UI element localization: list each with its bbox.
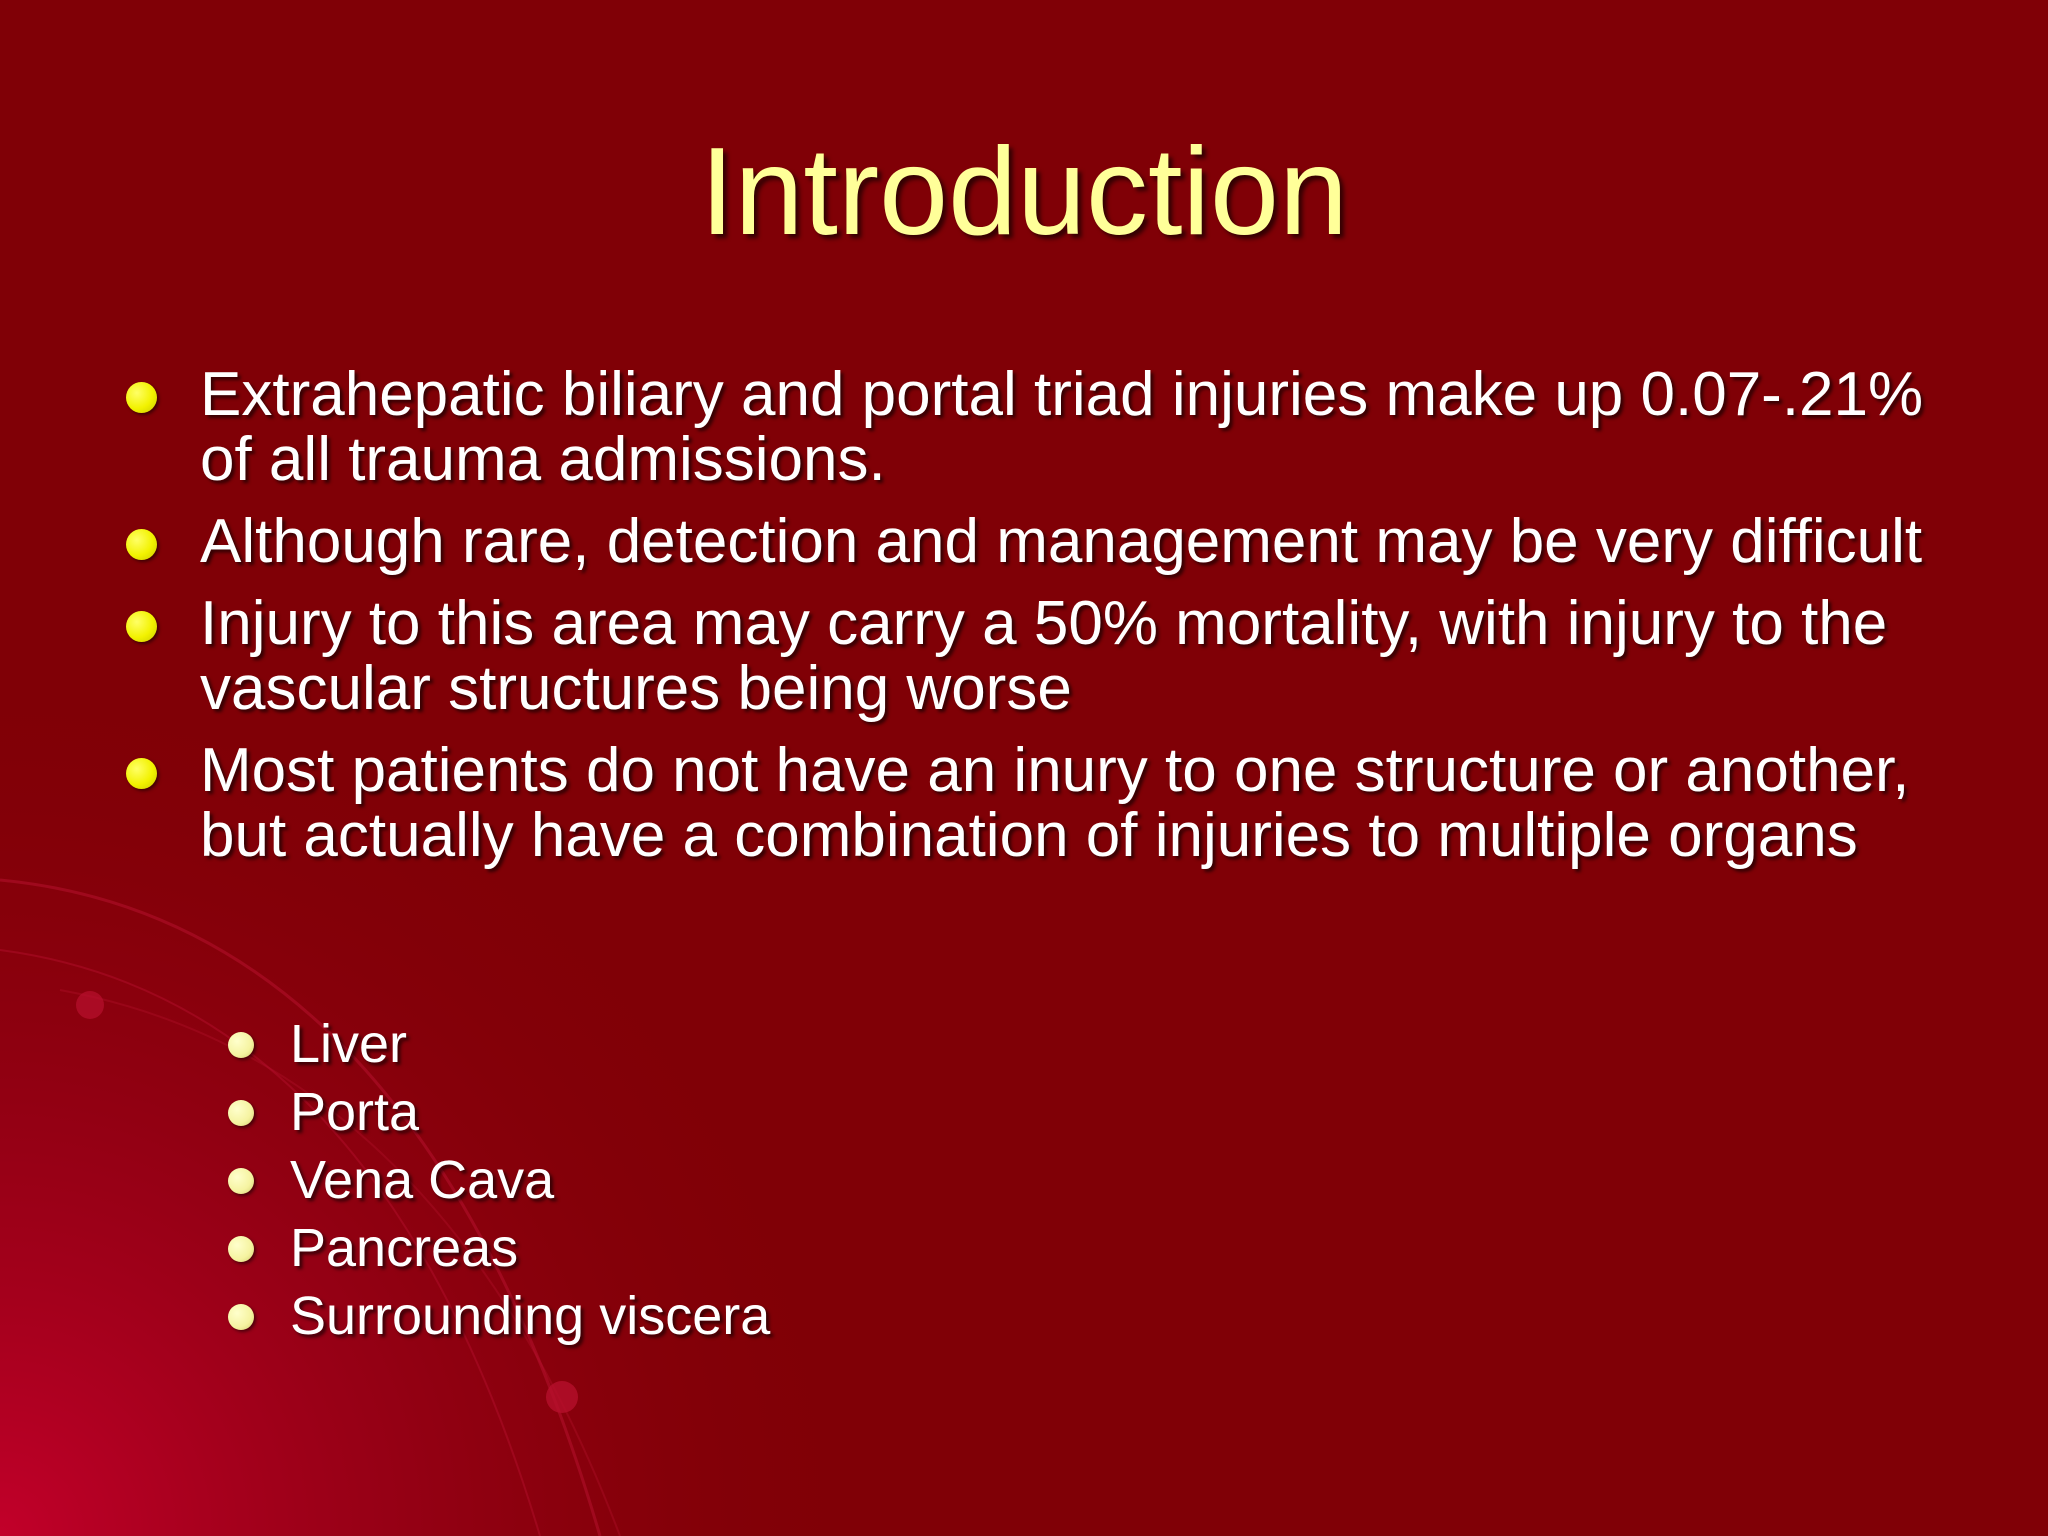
sub-bullet-list — [0, 1010, 2048, 1350]
bullet-text: Extrahepatic biliary and portal triad injuries make up 0.07-.21% of all trauma admissions. — [200, 360, 1924, 494]
bullet-list — [0, 362, 2048, 885]
bullet-text: Most patients do not have an inury to one structure or another, but actually have a combination of injuries to multiple organs — [200, 736, 1910, 870]
bullet-item — [0, 738, 2048, 868]
slide-title: Introduction — [700, 123, 1348, 261]
sub-bullet-item — [0, 1010, 2048, 1078]
sub-bullet-item — [0, 1214, 2048, 1282]
bullet-icon — [126, 382, 157, 413]
sub-bullet-icon — [228, 1100, 254, 1126]
bullet-text: Although rare, detection and management may be very difficult — [200, 507, 1923, 576]
sub-bullet-text: Porta — [290, 1082, 420, 1142]
sub-bullet-text: Vena Cava — [290, 1150, 555, 1210]
bullet-item — [0, 509, 2048, 574]
bullet-icon — [126, 611, 157, 642]
bullet-icon — [126, 529, 157, 560]
sub-bullet-icon — [228, 1304, 254, 1330]
sub-bullet-text: Pancreas — [290, 1218, 519, 1278]
sub-bullet-item — [0, 1282, 2048, 1350]
sub-bullet-item — [0, 1146, 2048, 1214]
bullet-icon — [126, 758, 157, 789]
sub-bullet-icon — [228, 1032, 254, 1058]
bullet-item — [0, 591, 2048, 721]
sub-bullet-text: Surrounding viscera — [290, 1286, 771, 1346]
bullet-item — [0, 362, 2048, 492]
sub-bullet-icon — [228, 1168, 254, 1194]
bullet-text: Injury to this area may carry a 50% mortality, with injury to the vascular structures being worse — [200, 589, 1888, 723]
sub-bullet-item — [0, 1078, 2048, 1146]
sub-bullet-text: Liver — [290, 1014, 408, 1074]
sub-bullet-icon — [228, 1236, 254, 1262]
